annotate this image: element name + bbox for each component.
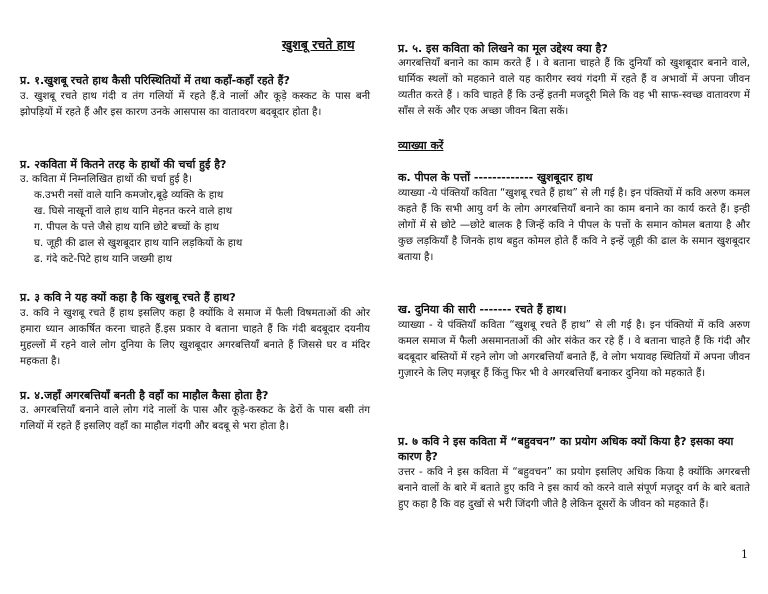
explain-kha-text: व्याख्या - ये पंक्तियाँ कविता “खुशबू रचते हैं हाथ” से ली गई है। इन पंक्तियों में कवि अरुण कमल समाज में फैली असमानताओं की ओर संकेत कर रहे हैं । वे बताना चाहते हैं कि गंदी और बदबूदार बस्तियों में रहने लोग जो अगरबत्तियाँ बनाते हैं, वे लोग भयावह स्थितियों में अपना जीवन गुज़ारने के लिए मज़बूर हैं किंतु फिर भी वे अगरबत्तियाँ बनाकर दुनिया को महकाते हैं। xyxy=(398,320,750,379)
question-1: प्र. १.खुशबू रचते हाथ कैसी परिस्थितियों में तथा कहाँ-कहाँ रहते हैं? xyxy=(20,74,290,87)
page-number: 1 xyxy=(741,548,748,561)
page-title: खुशबू रचते हाथ xyxy=(282,37,355,52)
answer-2-item-gha: घ. जूही की ढाल से खुशबूदार हाथ यानि लड़कियों के हाथ xyxy=(34,238,243,249)
answer-2-item-kha: ख. घिसे नाखूनों वाले हाथ यानि मेहनत करने वाले हाथ xyxy=(34,206,233,217)
answer-3: उ. कवि ने खुशबू रचते हैं हाथ इसलिए कहा है क्योंकि वे समाज में फैली विषमताओं की ओर हमारा ध्यान आकर्षित करना चाहते हैं.इस प्रकार वे बताना चाहते हैं कि गंदी बदबूदार दयनीय मुहल्लों में रहने वाले लोग दुनिया के लिए खुशबूदार अगरबत्तियाँ बनाते हैं जिससे घर व मंदिर महकता है। xyxy=(20,308,370,367)
answer-2-item-ka: क.उभरी नसों वाले यानि कमजोर,बूढ़े व्यक्ति के हाथ xyxy=(34,190,224,201)
question-5: प्र. ५. इस कविता को लिखने का मूल उद्देश्य क्या है? xyxy=(398,42,608,55)
explain-kha-heading: ख. दुनिया की सारी ------- रचते हैं हाथ। xyxy=(398,303,567,316)
question-2: प्र. २कविता में कितने तरह के हाथों की चर्चा हुई है? xyxy=(20,158,227,171)
answer-7: उत्तर - कवि ने इस कविता में “बहुवचन” का प्रयोग इसलिए अधिक किया है क्योंकि अगरबत्ती बनाने वालों के बारे में बताते हुए कवि ने इस कार्य को करने वाले संपूर्ण मज़दूर वर्ग के बारे बताते हुए कहा है कि वह दुखों से भरी जिंदगी जीते है लेकिन दूसरों के जीवन को महकाते हैं। xyxy=(398,467,750,510)
question-3: प्र. ३ कवि ने यह क्यों कहा है कि खुशबू रचते हैं हाथ? xyxy=(20,291,236,304)
question-7: प्र. ७ कवि ने इस कविता में “बहुवचन” का प्रयोग अधिक क्यों किया है? इसका क्या कारण है? xyxy=(398,435,734,463)
answer-2-item-dha: ढ. गंदे कटे-पिटे हाथ यानि जख्मी हाथ xyxy=(34,254,173,265)
explain-ka-heading: क. पीपल के पत्तों ------------- खुशबूदार हाथ xyxy=(398,171,593,184)
section-heading-explain: व्याख्या करें xyxy=(398,139,444,152)
answer-2-item-ga: ग. पीपल के पत्ते जैसे हाथ यानि छोटे बच्चों के हाथ xyxy=(34,222,220,233)
explain-ka-text: व्याख्या -ये पंक्तियाँ कविता “खुशबू रचते हैं हाथ” से ली गई है। इन पंक्तियों में कवि अरुण कमल कहते हैं कि सभी आयु वर्ग के लोग अगरबत्तियाँ बनाने का काम बनाने का कार्य करते हैं। इन्ही लोगों में से छोटे —छोटे बालक है जिन्हें कवि ने पीपल के पत्तों के समान कोमल बताया है और कुछ लड़कियाँ है जिनके हाथ बहुत कोमल होते हैं कवि ने इन्हें जूही की ढाल के समान खुशबूदार बताया है। xyxy=(398,188,750,263)
answer-1: उ. खुशबू रचते हाथ गंदी व तंग गलियों में रहते हैं.वे नालों और कूड़े कस्कट के पास बनी झोपड़ियों में रहते हैं और इस कारण उनके आसपास का वातावरण बदबूदार होता है। xyxy=(20,91,370,118)
answer-5: अगरबत्तियाँ बनाने का काम करते हैं । वे बताना चाहते हैं कि दुनियाँ को खुशबूदार बनाने वाले, धार्मिक स्थलों को महकाने वाले यह कारीगर स्वयं गंदगी में रहते हैं व अभावों में अपना जीवन व्यतीत करते हैं । कवि चाहते हैं कि उन्हें इतनी मजदूरी मिले कि वह भी साफ-स्वच्छ वातावरण में साँस ले सकें और एक अच्छा जीवन बिता सकें। xyxy=(398,58,750,117)
answer-4: उ. अगरबत्तियाँ बनाने वाले लोग गंदे नालों के पास और कूड़े-कस्कट के ढेरों के पास बसी तंग गलियों में रहते हैं इसलिए वहाँ का माहौल गंदगी और बदबू से भरा होता है। xyxy=(20,405,370,432)
answer-2-intro: उ. कविता में निम्नलिखित हाथों की चर्चा हुई है। xyxy=(20,174,193,185)
question-4: प्र. ४.जहाँ अगरबत्तियाँ बनती है वहाँ का माहौल कैसा होता है? xyxy=(20,389,269,402)
